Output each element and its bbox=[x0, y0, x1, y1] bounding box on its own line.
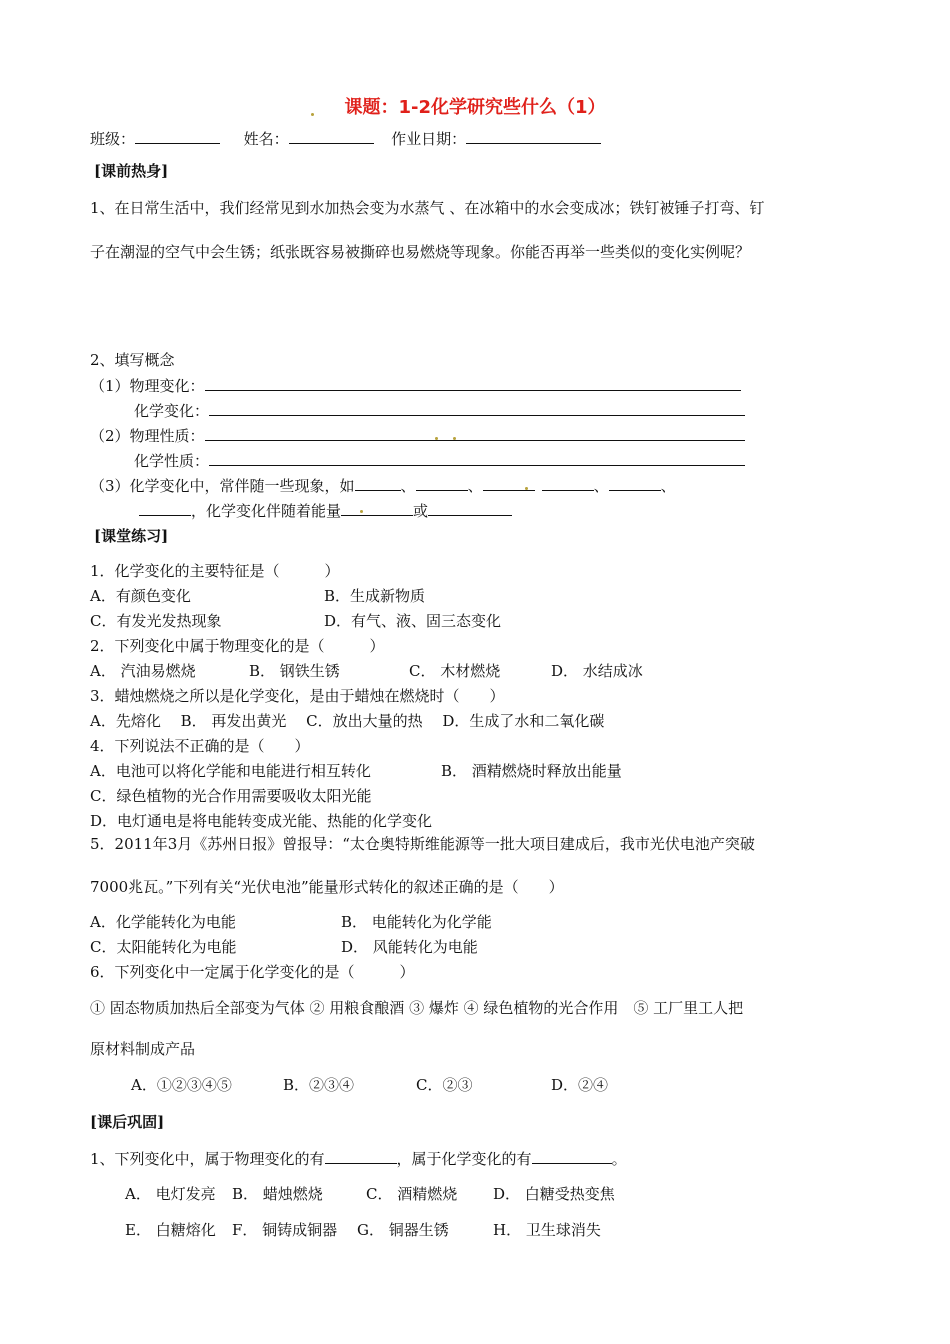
review-option-h: H． 卫生球消失 bbox=[493, 1221, 601, 1239]
practice-q4-option-a: A．电池可以将化学能和电能进行相互转化 bbox=[90, 762, 371, 780]
warmup-q1-line1: 1、在日常生活中，我们经常见到水加热会变为水蒸气 、在冰箱中的水会变成冰；铁钉被锤子打弯、钉 bbox=[90, 199, 765, 217]
practice-q5-line2: 7000兆瓦。”下列有关“光伏电池”能量形式转化的叙述正确的是（ ） bbox=[90, 878, 564, 896]
chemical-property-label: 化学性质： bbox=[134, 452, 210, 470]
physical-property-row bbox=[90, 425, 745, 446]
phenomena-blank-1[interactable] bbox=[355, 475, 401, 491]
energy-label: ，化学变化伴随着能量 bbox=[191, 502, 342, 520]
review-heading: [课后巩固] bbox=[90, 1113, 165, 1131]
practice-q5-option-a: A．化学能转化为电能 bbox=[90, 913, 236, 931]
chemical-change-blank[interactable] bbox=[209, 400, 745, 416]
review-option-e: E． 白糖熔化 bbox=[125, 1221, 216, 1239]
review-q1-chemical-label: ，属于化学变化的有 bbox=[396, 1150, 532, 1168]
or-label: 或 bbox=[413, 502, 429, 520]
practice-q6-option-d: D．②④ bbox=[551, 1076, 609, 1094]
name-blank[interactable] bbox=[289, 128, 374, 144]
phenomena-label: （3）化学变化中，常伴随一些现象，如 bbox=[90, 477, 355, 495]
practice-q6-option-a: A．①②③④⑤ bbox=[131, 1076, 232, 1094]
energy-row bbox=[139, 500, 512, 521]
practice-q4: 4．下列说法不正确的是（ ） bbox=[90, 737, 310, 755]
review-option-c: C． 酒精燃烧 bbox=[366, 1185, 458, 1203]
energy-blank-0[interactable] bbox=[139, 500, 191, 516]
decorative-dot bbox=[311, 113, 314, 116]
practice-q1-option-c: C．有发光发热现象 bbox=[90, 612, 222, 630]
practice-q3: 3．蜡烛燃烧之所以是化学变化，是由于蜡烛在燃烧时（ ） bbox=[90, 687, 505, 705]
date-blank[interactable] bbox=[466, 128, 601, 144]
review-q1-chemical-blank[interactable] bbox=[532, 1148, 612, 1164]
practice-q3-options: A．先熔化 B． 再发出黄光 C．放出大量的热 D．生成了水和二氧化碳 bbox=[90, 712, 605, 730]
separator: 、 bbox=[593, 477, 609, 495]
physical-change-label: （1）物理变化： bbox=[90, 377, 205, 395]
chemical-property-blank[interactable] bbox=[209, 450, 745, 466]
phenomena-blank-4[interactable] bbox=[542, 475, 594, 491]
warmup-q2: 2、填写概念 bbox=[90, 351, 175, 369]
practice-q6: 6．下列变化中一定属于化学变化的是（ ） bbox=[90, 963, 415, 981]
physical-change-blank[interactable] bbox=[205, 375, 741, 391]
class-blank[interactable] bbox=[135, 128, 220, 144]
practice-q6-line2: 原材料制成产品 bbox=[90, 1040, 196, 1058]
page-title: 课题：1-2化学研究些什么（1） bbox=[344, 97, 606, 118]
physical-change-row bbox=[90, 375, 741, 396]
review-option-f: F． 铜铸成铜器 bbox=[232, 1221, 338, 1239]
energy-blank-2[interactable] bbox=[428, 500, 512, 516]
review-option-g: G． 铜器生锈 bbox=[357, 1221, 449, 1239]
physical-property-label: （2）物理性质： bbox=[90, 427, 205, 445]
review-q1-physical-blank[interactable] bbox=[325, 1148, 397, 1164]
practice-q5-option-d: D． 风能转化为电能 bbox=[341, 938, 478, 956]
practice-q2-option-b: B． 钢铁生锈 bbox=[249, 662, 340, 680]
separator: 、 bbox=[660, 477, 676, 495]
practice-q6-line1: ① 固态物质加热后全部变为气体 ② 用粮食酿酒 ③ 爆炸 ④ 绿色植物的光合作用 ⑤ 工厂里工人把 bbox=[90, 999, 744, 1017]
chemical-property-row bbox=[134, 450, 745, 471]
practice-q4-option-b: B． 酒精燃烧时释放出能量 bbox=[441, 762, 622, 780]
practice-q2-option-a: A． 汽油易燃烧 bbox=[90, 662, 196, 680]
separator: 、 bbox=[467, 477, 483, 495]
review-q1-physical-label: 1、下列变化中，属于物理变化的有 bbox=[90, 1150, 325, 1168]
practice-heading: [课堂练习] bbox=[94, 527, 169, 545]
decorative-dot bbox=[435, 437, 438, 440]
review-q1 bbox=[90, 1148, 627, 1169]
practice-q5-option-c: C．太阳能转化为电能 bbox=[90, 938, 237, 956]
practice-q2: 2．下列变化中属于物理变化的是（ ） bbox=[90, 637, 385, 655]
chemical-change-row bbox=[134, 400, 745, 421]
phenomena-blank-2[interactable] bbox=[416, 475, 468, 491]
decorative-dot bbox=[525, 487, 528, 490]
decorative-dot bbox=[453, 437, 456, 440]
phenomena-blank-5[interactable] bbox=[609, 475, 661, 491]
review-option-a: A． 电灯发亮 bbox=[125, 1185, 216, 1203]
review-option-b: B． 蜡烛燃烧 bbox=[232, 1185, 323, 1203]
phenomena-row bbox=[90, 475, 676, 496]
class-label: 班级： bbox=[90, 130, 136, 148]
energy-blank-1[interactable] bbox=[341, 500, 413, 516]
separator: 、 bbox=[400, 477, 416, 495]
chemical-change-label: 化学变化： bbox=[134, 402, 210, 420]
practice-q1-option-d: D．有气、液、固三态变化 bbox=[324, 612, 502, 630]
practice-q2-option-d: D． 水结成冰 bbox=[551, 662, 643, 680]
review-option-d: D． 白糖受热变焦 bbox=[493, 1185, 615, 1203]
practice-q1-option-a: A．有颜色变化 bbox=[90, 587, 191, 605]
student-info-row bbox=[90, 128, 601, 149]
decorative-dot bbox=[360, 510, 363, 513]
warmup-q1-line2: 子在潮湿的空气中会生锈；纸张既容易被撕碎也易燃烧等现象。你能否再举一些类似的变化实例呢？ bbox=[90, 243, 751, 261]
warmup-heading: [课前热身] bbox=[94, 162, 169, 180]
practice-q5-line1: 5．2011年3月《苏州日报》曾报导：“太仓奥特斯维能源等一批大项目建成后，我市光伏电池产突破 bbox=[90, 835, 755, 853]
physical-property-blank[interactable] bbox=[205, 425, 745, 441]
practice-q4-option-c: C．绿色植物的光合作用需要吸收太阳光能 bbox=[90, 787, 372, 805]
period: 。 bbox=[611, 1150, 627, 1168]
practice-q1: 1．化学变化的主要特征是（ ） bbox=[90, 562, 340, 580]
practice-q1-option-b: B．生成新物质 bbox=[324, 587, 426, 605]
date-label: 作业日期： bbox=[391, 130, 467, 148]
practice-q2-option-c: C． 木材燃烧 bbox=[409, 662, 501, 680]
practice-q6-option-b: B．②③④ bbox=[283, 1076, 355, 1094]
name-label: 姓名： bbox=[243, 130, 289, 148]
practice-q6-option-c: C．②③ bbox=[416, 1076, 473, 1094]
practice-q5-option-b: B． 电能转化为化学能 bbox=[341, 913, 492, 931]
practice-q4-option-d: D．电灯通电是将电能转变成光能、热能的化学变化 bbox=[90, 812, 433, 830]
